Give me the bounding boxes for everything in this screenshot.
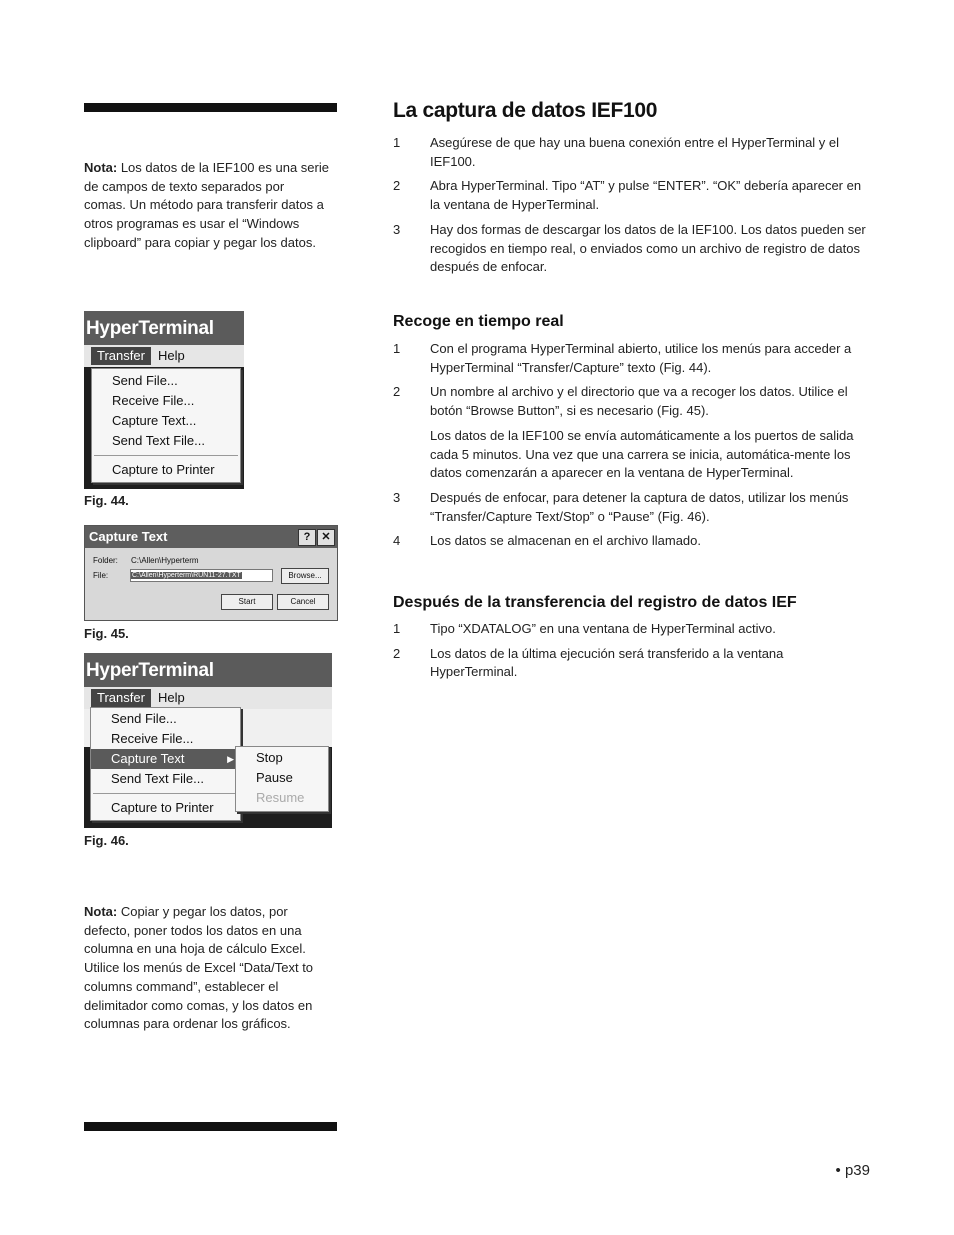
note-text: Los datos de la IEF100 es una serie de campos de texto separados por comas. Un método para transferir datos a otros programas es usar el “Windows clipboard” para copiar y pegar los datos. [84,160,329,250]
submenu-item-resume: Resume [256,790,305,805]
menu-transfer[interactable]: Transfer [91,347,151,365]
close-icon[interactable]: ✕ [317,529,335,546]
list-item: 1 Asegúrese de que hay una buena conexión entre el HyperTerminal y el IEF100. [393,135,840,169]
help-icon[interactable]: ? [298,529,316,546]
menu-separator [94,455,238,456]
transfer-menu [91,368,241,483]
menu-help[interactable]: Help [158,348,185,363]
file-input-value: C:\Allen\Hyperterm\RUN11-27.TXT [132,572,241,579]
bottom-rule [84,1122,337,1131]
menu-item-send-file[interactable]: Send File... [111,711,177,726]
menu-item-capture-to-printer[interactable]: Capture to Printer [112,462,215,477]
steps-list-3 [393,620,873,688]
list-item: 4 Los datos se almacenan en el archivo llamado. [393,533,701,549]
capture-text-label: Capture Text [111,751,185,766]
top-rule [84,103,337,112]
section-heading-transfer: Después de la transferencia del registro de datos IEF [393,594,797,611]
list-item-extra: Los datos de la IEF100 se envía automáticamente a los puertos de salida cada 5 minutos. Una vez que una carrera se inicia, automática-mente los datos comenzarán a aparecer en la ventana de HyperTerminal. [430,427,854,481]
section-heading-realtime: Recoge en tiempo real [393,313,564,330]
app-title: HyperTerminal [84,311,244,345]
note-label: Nota: [84,160,118,175]
menubar [84,687,332,709]
fig-45-caption: Fig. 45. [84,626,129,641]
transfer-menu [90,707,241,821]
note-text: Copiar y pegar los datos, por defecto, poner todos los datos en una columna en una hoja de cálculo Excel. Utilice los menús de Excel “Data/Text to columns command”, establecer el delimitador como comas, y los datos en columnas para ordenar los gráficos. [84,904,314,1032]
file-input[interactable] [130,569,273,582]
folder-value: C:\Allen\Hyperterm [131,556,199,565]
fig-44-caption: Fig. 44. [84,493,129,508]
fig-46-caption: Fig. 46. [84,833,129,848]
menu-item-send-file[interactable]: Send File... [112,373,178,388]
app-title: HyperTerminal [84,653,332,687]
list-item: 2 Los datos de la última ejecución será transferido a la ventana HyperTerminal. [393,645,784,680]
submenu-item-pause[interactable]: Pause [256,770,293,785]
submenu-item-stop[interactable]: Stop [256,750,283,765]
menu-item-send-text-file[interactable]: Send Text File... [111,771,204,786]
list-item: 3 Hay dos formas de descargar los datos de la IEF100. Los datos pueden ser recogidos en tiempo real, o enviados como un archivo de registro de datos después de enfocar. [393,221,866,275]
dialog-title: Capture Text [85,526,337,548]
steps-list-1 [393,134,873,283]
steps-list-2 [393,340,873,557]
figure-46-screenshot [84,653,332,828]
file-label: File: [93,571,109,580]
menu-item-send-text-file[interactable]: Send Text File... [112,433,205,448]
page-title: La captura de datos IEF100 [393,99,658,122]
folder-label: Folder: [93,556,118,565]
note-label: Nota: [84,904,118,919]
submenu-arrow-icon: ▶ [227,754,234,764]
sidebar-note-1 [84,159,329,253]
list-item: 1 Con el programa HyperTerminal abierto, utilice los menús para acceder a HyperTerminal “Transfer/Capture” texto (Fig. 44). [393,341,852,375]
list-item: 2 Abra HyperTerminal. Tipo “AT” y pulse “ENTER”. “OK” debería aparecer en la ventana de HyperTerminal. [393,178,862,213]
menu-item-capture-to-printer[interactable]: Capture to Printer [111,800,214,815]
menu-item-receive-file[interactable]: Receive File... [112,393,195,408]
browse-button[interactable]: Browse... [281,568,329,584]
page-number: • p39 [835,1162,870,1179]
figure-44-screenshot [84,311,244,489]
capture-submenu [235,746,329,812]
menu-separator [93,793,238,794]
list-item: 3 Después de enfocar, para detener la captura de datos, utilizar los menús “Transfer/Capture Text/Stop” o “Pause” (Fig. 46). [393,489,849,524]
menu-help[interactable]: Help [158,690,185,705]
menu-item-capture-text[interactable]: Capture Text... [112,413,197,428]
cancel-button[interactable]: Cancel [277,594,329,610]
menu-item-receive-file[interactable]: Receive File... [111,731,194,746]
figure-45-capture-dialog [84,525,338,621]
menu-item-capture-text[interactable] [91,749,240,769]
list-item: 2 Un nombre al archivo y el directorio que va a recoger los datos. Utilice el botón “Browse Button”, si es necesario (Fig. 45). Los datos de la IEF100 se envía automáticamente a los puertos de salida cada 5 minutos. Una vez que una carrera se inicia, automática-mente los datos comenzarán a aparecer en la ventana de HyperTerminal. [393,383,873,483]
list-item: 1 Tipo “XDATALOG” en una ventana de HyperTerminal activo. [393,621,776,636]
menu-transfer[interactable]: Transfer [91,689,151,707]
start-button[interactable]: Start [221,594,273,610]
sidebar-note-2 [84,903,329,1034]
menubar [84,345,244,367]
